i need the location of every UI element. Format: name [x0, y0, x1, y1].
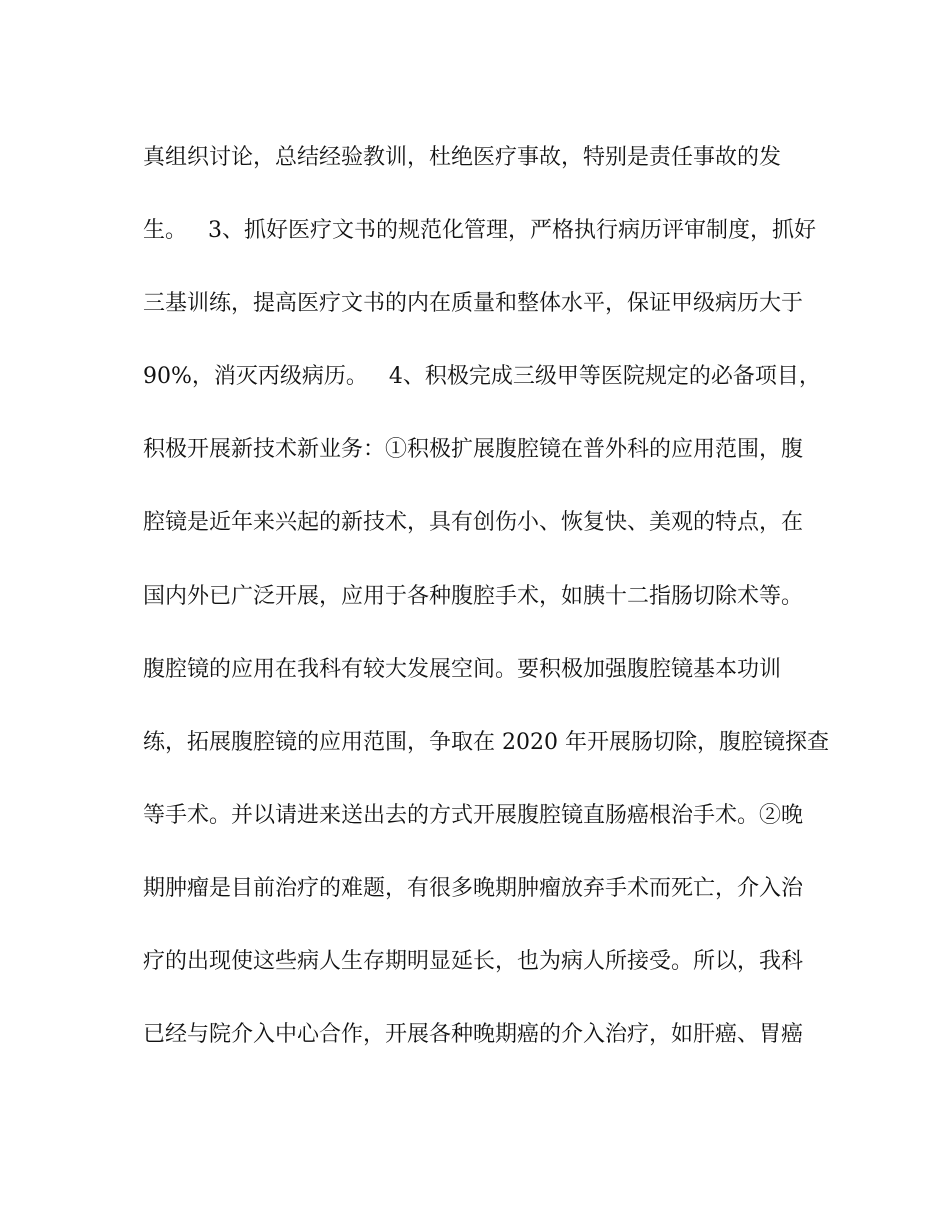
- text-line: 等手术。并以请进来送出去的方式开展腹腔镜直肠癌根治手术。②晚: [143, 802, 804, 828]
- body-text: [143, 136, 829, 1086]
- text-line: 腔镜是近年来兴起的新技术，具有创伤小、恢复快、美观的特点，在: [143, 510, 804, 536]
- text-line: 积极开展新技术新业务：①积极扩展腹腔镜在普外科的应用范围，腹: [143, 437, 804, 463]
- text-line: 三基训练，提高医疗文书的内在质量和整体水平，保证甲级病历大于: [143, 291, 804, 317]
- text-line: 真组织讨论，总结经验教训，杜绝医疗事故，特别是责任事故的发: [143, 145, 782, 170]
- text-line: 国内外已广泛开展，应用于各种腹腔手术，如胰十二指肠切除术等。: [143, 583, 804, 609]
- text-line: 期肿瘤是目前治疗的难题，有很多晚期肿瘤放弃手术而死亡，介入治: [143, 875, 804, 901]
- text-line: 疗的出现使这些病人生存期明显延长，也为病人所接受。所以，我科: [143, 949, 804, 975]
- text-line: 生。 3、抓好医疗文书的规范化管理，严格执行病历评审制度，抓好: [143, 218, 816, 244]
- text-line: 腹腔镜的应用在我科有较大发展空间。要积极加强腹腔镜基本功训: [143, 656, 782, 682]
- text-line: 90%，消灭丙级病历。 4、积极完成三级甲等医院规定的必备项目，: [143, 364, 821, 390]
- text-line: 练，拓展腹腔镜的应用范围，争取在 2020 年开展肠切除，腹腔镜探查: [143, 729, 829, 755]
- text-line: 已经与院介入中心合作，开展各种晚期癌的介入治疗，如肝癌、胃癌: [143, 1022, 804, 1048]
